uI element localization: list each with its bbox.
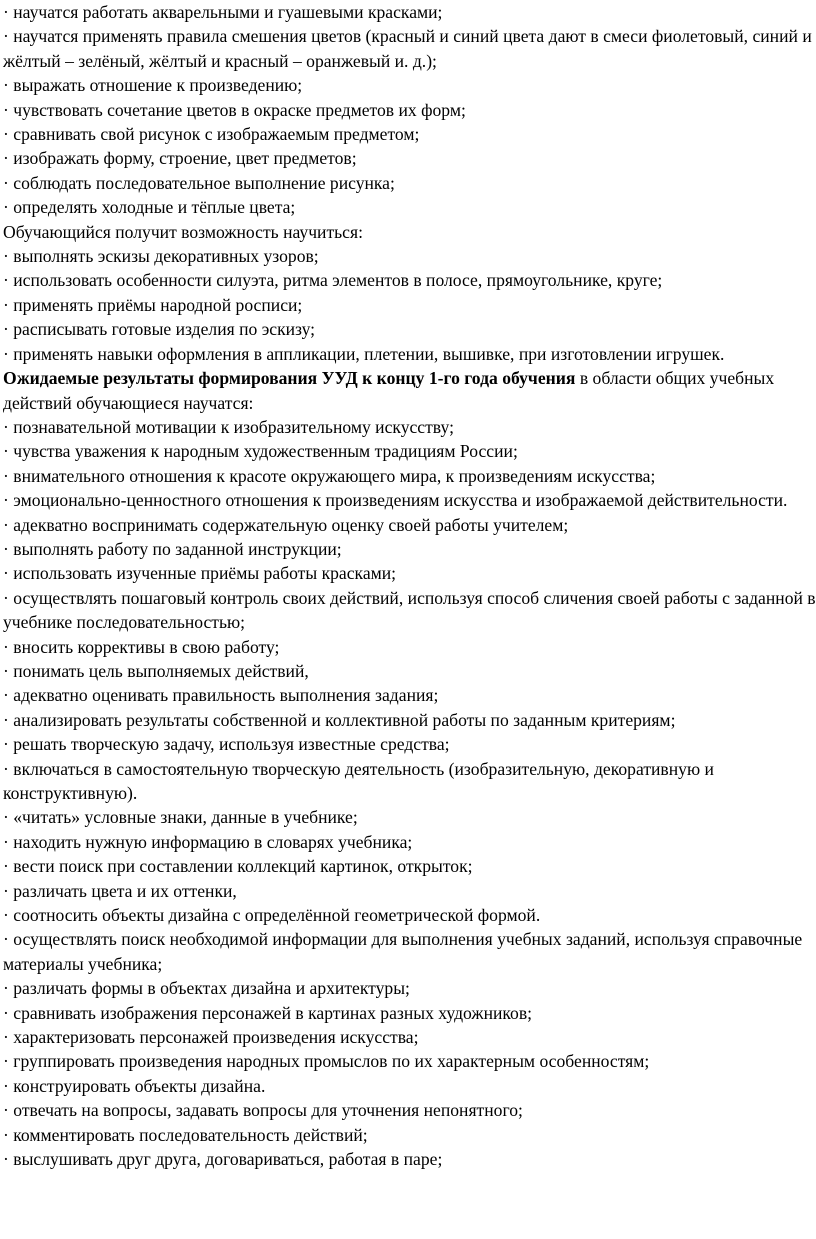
list-item: · сравнивать свой рисунок с изображаемым предметом; <box>3 124 420 145</box>
list-item: · чувствовать сочетание цветов в окраске предметов их форм; <box>3 99 466 120</box>
list-item: · применять приёмы народной росписи; <box>3 294 303 315</box>
list-item: · комментировать последовательность действий; <box>3 1124 368 1145</box>
list-item: · выражать отношение к произведению; <box>3 75 303 96</box>
top-list <box>3 0 816 366</box>
list-item: · включаться в самостоятельную творческую деятельность (изобразительную, декоративную и конструктивную). <box>3 758 714 803</box>
list-item: · анализировать результаты собственной и коллективной работы по заданным критериям; <box>3 709 676 730</box>
list-item: · научатся применять правила смешения цветов (красный и синий цвета дают в смеси фиолетовый, синий и жёлтый – зелёный, жёлтый и красный – оранжевый и. д.); <box>3 26 812 71</box>
list-item: · выслушивать друг друга, договариваться, работая в паре; <box>3 1149 443 1170</box>
list-item: · группировать произведения народных промыслов по их характерным особенностям; <box>3 1051 650 1072</box>
list-item: · внимательного отношения к красоте окружающего мира, к произведениям искусства; <box>3 465 656 486</box>
list-item: · выполнять эскизы декоративных узоров; <box>3 246 319 267</box>
list-item: · выполнять работу по заданной инструкции; <box>3 538 342 559</box>
section-heading-rest: в области общих учебных действий обучающиеся научатся: <box>3 368 775 413</box>
list-item: · отвечать на вопросы, задавать вопросы для уточнения непонятного; <box>3 1100 523 1121</box>
list-item: · соблюдать последовательное выполнение рисунка; <box>3 172 395 193</box>
list-item: · использовать изученные приёмы работы красками; <box>3 563 397 584</box>
bottom-list <box>3 415 816 1172</box>
list-item: · характеризовать персонажей произведения искусства; <box>3 1027 419 1048</box>
list-item: · определять холодные и тёплые цвета; <box>3 197 296 218</box>
list-item: · понимать цель выполняемых действий, <box>3 660 309 681</box>
list-item: · осуществлять пошаговый контроль своих действий, используя способ сличения своей работы с заданной в учебнике последовательностью; <box>3 587 816 633</box>
list-item: · осуществлять поиск необходимой информации для выполнения учебных заданий, используя справочные материалы учебника; <box>3 929 803 974</box>
list-item: · расписывать готовые изделия по эскизу; <box>3 319 316 340</box>
list-item: · адекватно воспринимать содержательную оценку своей работы учителем; <box>3 514 569 535</box>
list-item: · вносить коррективы в свою работу; <box>3 636 280 657</box>
list-item: · адекватно оценивать правильность выполнения задания; <box>3 685 439 706</box>
list-item: · различать цвета и их оттенки, <box>3 880 237 901</box>
section-heading-bold: Ожидаемые результаты формирования УУД к концу 1-го года обучения <box>3 368 576 389</box>
list-item: · изображать форму, строение, цвет предметов; <box>3 148 357 169</box>
list-item: · «читать» условные знаки, данные в учебнике; <box>3 807 358 828</box>
list-item: · конструировать объекты дизайна. <box>3 1075 266 1096</box>
list-item: · эмоционально-ценностного отношения к произведениям искусства и изображаемой действительности. <box>3 490 788 511</box>
list-item: · вести поиск при составлении коллекций картинок, открыток; <box>3 856 473 877</box>
list-item: · соотносить объекты дизайна с определённой геометрической формой. <box>3 905 541 926</box>
section-heading <box>3 366 816 415</box>
list-item: · чувства уважения к народным художественным традициям России; <box>3 441 518 462</box>
list-item: · находить нужную информацию в словарях учебника; <box>3 831 413 852</box>
list-item: · использовать особенности силуэта, ритма элементов в полосе, прямоугольнике, круге; <box>3 270 663 291</box>
subheading: Обучающийся получит возможность научиться: <box>3 221 363 242</box>
list-item: · познавательной мотивации к изобразительному искусству; <box>3 416 454 437</box>
list-item: · решать творческую задачу, используя известные средства; <box>3 734 450 755</box>
list-item: · применять навыки оформления в аппликации, плетении, вышивке, при изготовлении игрушек. <box>3 343 725 364</box>
list-item: · научатся работать акварельными и гуашевыми красками; <box>3 2 443 22</box>
list-item: · сравнивать изображения персонажей в картинах разных художников; <box>3 1002 533 1023</box>
list-item: · различать формы в объектах дизайна и архитектуры; <box>3 978 410 999</box>
